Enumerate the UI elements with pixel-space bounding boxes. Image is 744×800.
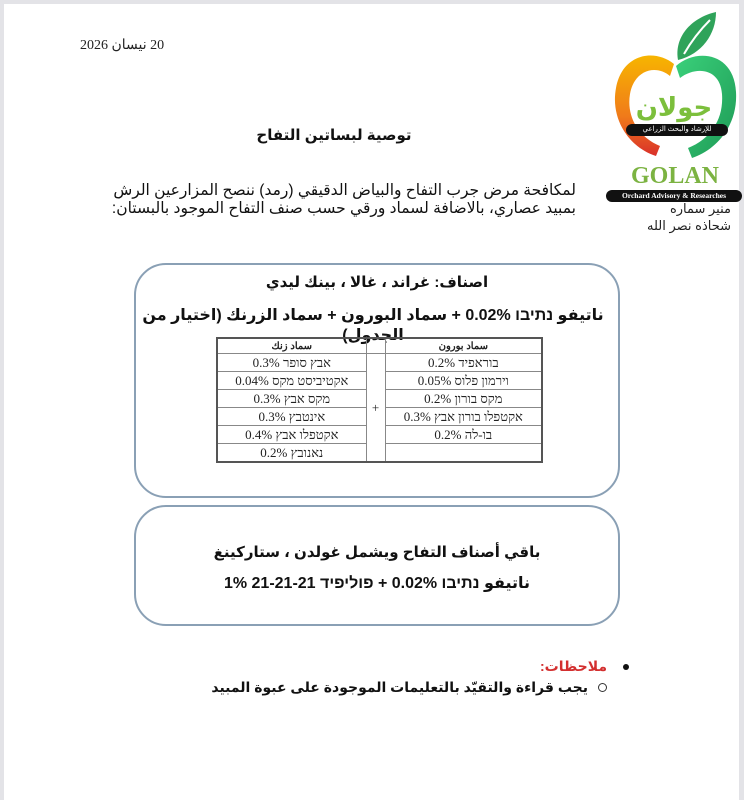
- boron-cell: בו-לה 0.2%: [385, 426, 542, 444]
- logo-english-name: GOLAN: [630, 163, 719, 189]
- table-header-row: [217, 338, 542, 354]
- recipe-line: ناتيفو נתיבו 0.02% + سماد البورون + سماد الزرنك (اختيار من الجدول): [142, 307, 604, 344]
- boron-cell: אקטפלו בורון אבץ 0.3%: [385, 408, 542, 426]
- fertilizer-table: [216, 337, 543, 463]
- varieties-line: باقي أصناف التفاح ويشمل غولدن ، ستاركينغ: [213, 544, 541, 561]
- notes-section: [211, 658, 629, 696]
- zinc-cell: אינטבץ 0.3%: [217, 408, 366, 426]
- apple-logo-icon: [604, 8, 744, 168]
- intro-paragraph: لمكافحة مرض جرب التفاح والبياض الدقيقي (رمد) ننصح المزارعين الرش بمبيد عصاري، بالاضافة لسماد ورقي حسب صنف التفاح الموجود بالبستان:: [111, 182, 576, 217]
- logo-arabic-name: جولان: [635, 92, 713, 122]
- circle-bullet-icon: [598, 683, 607, 692]
- boron-cell: וירמון פלוס 0.05%: [385, 372, 542, 390]
- note-text: يجب قراءة والتقيّد بالتعليمات الموجودة على عبوة المبيد: [211, 679, 588, 695]
- zinc-header: سماد زنك: [217, 338, 366, 354]
- table-row: [217, 354, 542, 372]
- zinc-cell: מקס אבץ 0.3%: [217, 390, 366, 408]
- zinc-cell: אבץ סופר 0.3%: [217, 354, 366, 372]
- boron-header: سماد بورون: [385, 338, 542, 354]
- plus-header: [366, 338, 385, 354]
- notes-heading: ملاحظات:: [539, 658, 607, 674]
- boron-cell: [385, 444, 542, 463]
- document-date: 20 نيسان 2026: [80, 38, 165, 53]
- author-names: [647, 200, 731, 234]
- boron-cell: בוראפיד 0.2%: [385, 354, 542, 372]
- golan-logo: [604, 8, 744, 208]
- zinc-cell: נאנובץ 0.2%: [217, 444, 366, 463]
- note-item: [211, 679, 607, 696]
- logo-english-tagline: Orchard Advisory & Researches: [606, 190, 742, 202]
- zinc-cell: אקטפלו אבץ 0.4%: [217, 426, 366, 444]
- plus-sign: +: [366, 354, 385, 463]
- page-title: توصية لبساتين التفاح: [256, 127, 412, 144]
- recipe-line: ناتيفو נתיבו 0.02% + פוליפיד 21-21-21 1%: [223, 575, 531, 592]
- varieties-line: اصناف: غراند ، غالا ، بينك ليدي: [265, 274, 489, 291]
- logo-arabic-tagline: للإرشاد والبحث الزراعي: [626, 124, 728, 136]
- zinc-cell: אקטיביסט מקס 0.04%: [217, 372, 366, 390]
- author-name: شحاذه نصر الله: [647, 218, 731, 233]
- recommendation-box-2: [134, 505, 620, 626]
- document-page: [4, 4, 739, 800]
- author-name: منير سماره: [669, 201, 731, 216]
- notes-heading-row: [211, 658, 629, 675]
- boron-cell: מקס בורון 0.2%: [385, 390, 542, 408]
- bullet-icon: [623, 664, 629, 670]
- recommendation-box-1: [134, 263, 620, 498]
